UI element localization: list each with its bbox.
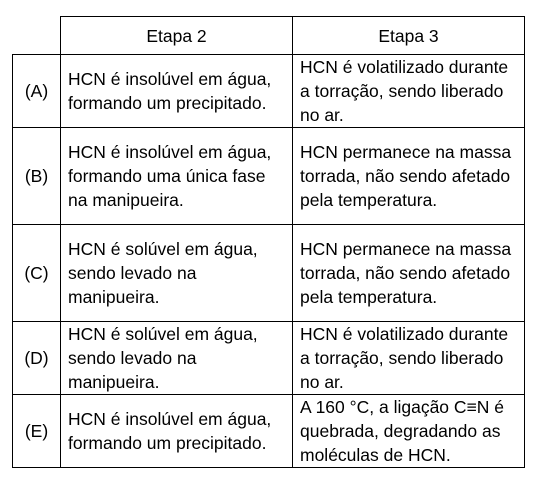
- option-a-etapa-2: HCN é insolúvel em água, formando um precipitado.: [61, 55, 293, 128]
- option-e-etapa-3: A 160 °C, a ligação C≡N é quebrada, degradando as moléculas de HCN.: [293, 395, 525, 468]
- option-letter-b[interactable]: (B): [13, 128, 61, 225]
- option-d-etapa-2: HCN é solúvel em água, sendo levado na manipueira.: [61, 322, 293, 395]
- header-row: [13, 17, 525, 55]
- header-etapa-3: Etapa 3: [293, 17, 525, 55]
- answer-options-table: [12, 16, 525, 468]
- option-row-c[interactable]: [13, 225, 525, 322]
- option-row-a[interactable]: [13, 55, 525, 128]
- option-letter-a[interactable]: (A): [13, 55, 61, 128]
- option-c-etapa-3: HCN permanece na massa torrada, não sendo afetado pela temperatura.: [293, 225, 525, 322]
- option-row-b[interactable]: [13, 128, 525, 225]
- header-etapa-2: Etapa 2: [61, 17, 293, 55]
- option-b-etapa-2: HCN é insolúvel em água, formando uma única fase na manipueira.: [61, 128, 293, 225]
- option-a-etapa-3: HCN é volatilizado durante a torração, sendo liberado no ar.: [293, 55, 525, 128]
- option-letter-d[interactable]: (D): [13, 322, 61, 395]
- header-corner-cell: [13, 17, 61, 55]
- option-letter-c[interactable]: (C): [13, 225, 61, 322]
- option-e-etapa-2: HCN é insolúvel em água, formando um precipitado.: [61, 395, 293, 468]
- option-row-d[interactable]: [13, 322, 525, 395]
- option-d-etapa-3: HCN é volatilizado durante a torração, sendo liberado no ar.: [293, 322, 525, 395]
- option-letter-e[interactable]: (E): [13, 395, 61, 468]
- option-c-etapa-2: HCN é solúvel em água, sendo levado na manipueira.: [61, 225, 293, 322]
- option-row-e[interactable]: [13, 395, 525, 468]
- option-b-etapa-3: HCN permanece na massa torrada, não sendo afetado pela temperatura.: [293, 128, 525, 225]
